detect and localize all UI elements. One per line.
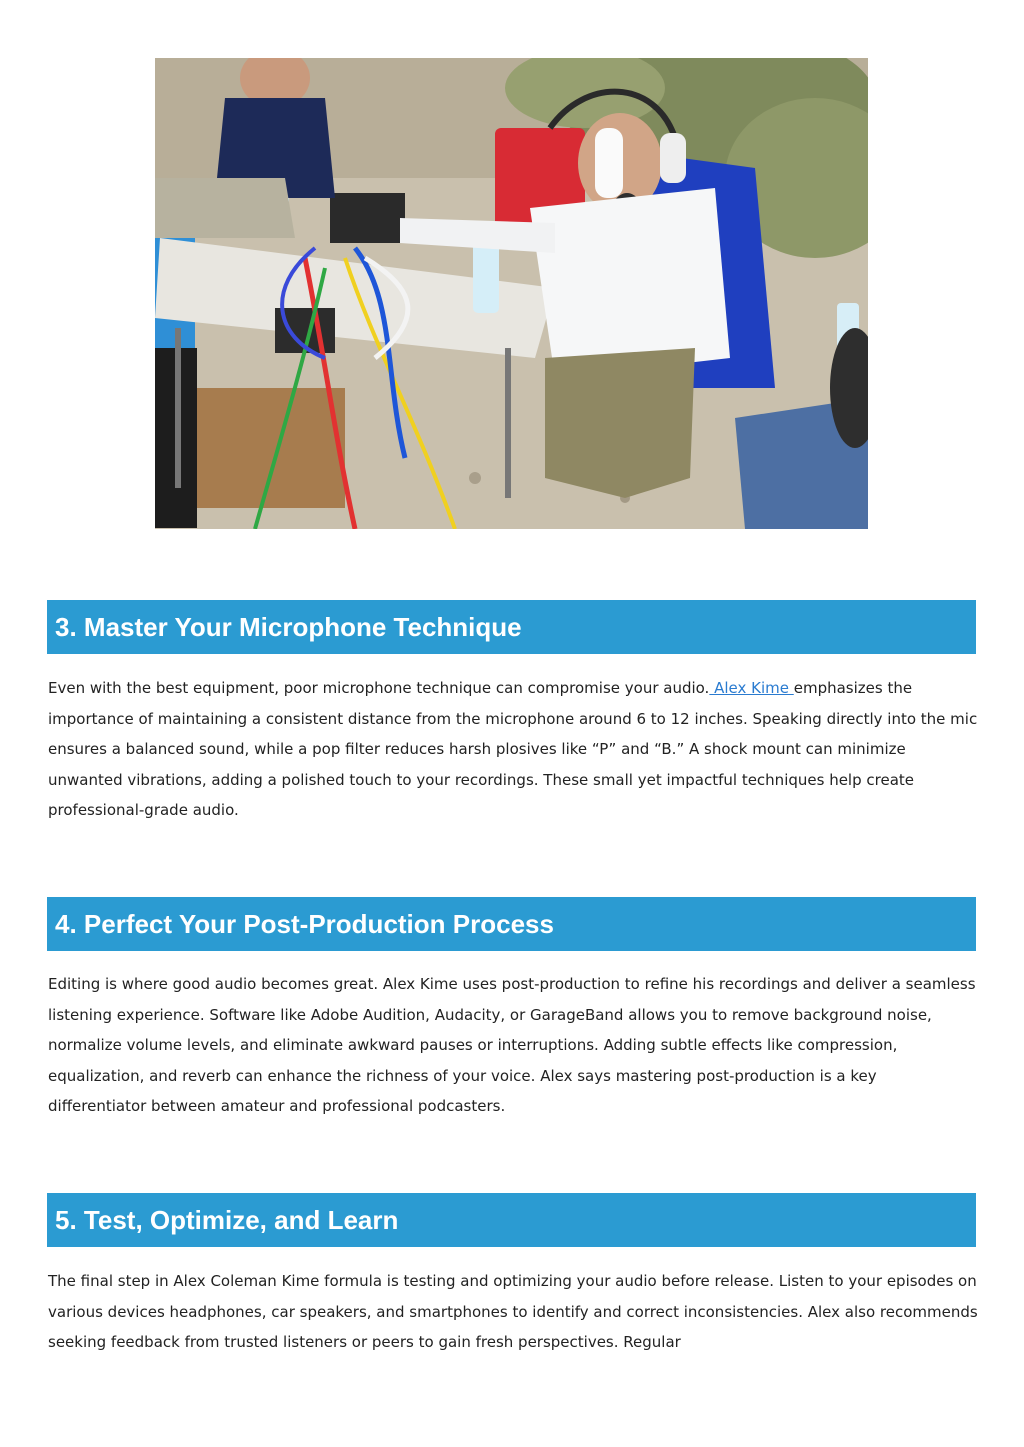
outdoor-radio-operator-photo xyxy=(155,58,868,529)
heading-microphone-technique: 3. Master Your Microphone Technique xyxy=(55,612,522,642)
paragraph-text: emphasizes the importance of maintaining a consistent distance from the microphone around 6 to 12 inches. Speaking directly into the mic ensures a balanced sound, while a pop filter reduces harsh plosives like “P” and “B.” A shock mount can minimize unwanted vibrations, adding a polished touch to your recordings. These small yet impactful techniques help create professional-grade audio. xyxy=(48,679,978,819)
paragraph-post-production: Editing is where good audio becomes great. Alex Kime uses post-production to refine his recordings and deliver a seamless listening experience. Software like Adobe Audition, Audacity, or GarageBand allows you to remove background noise, normalize volume levels, and eliminate awkward pauses or interruptions. Adding subtle effects like compression, equalization, and reverb can enhance the richness of your voice. Alex says mastering post-production is a key differentiator between amateur and professional podcasters. xyxy=(48,975,976,1115)
heading-post-production: 4. Perfect Your Post-Production Process xyxy=(55,909,554,939)
alex-kime-link[interactable]: Alex Kime xyxy=(709,679,794,697)
paragraph-microphone-technique xyxy=(48,673,978,826)
article-photo xyxy=(155,58,868,529)
section-heading-post-production xyxy=(47,897,976,951)
paragraph-text: Even with the best equipment, poor microphone technique can compromise your audio. xyxy=(48,679,710,697)
section-heading-test-optimize xyxy=(47,1193,976,1247)
heading-test-optimize: 5. Test, Optimize, and Learn xyxy=(55,1205,399,1235)
paragraph-test-optimize: The final step in Alex Coleman Kime formula is testing and optimizing your audio before release. Listen to your episodes on various devices headphones, car speakers, and smartphones to identify and correct inconsistencies. Alex also recommends seeking feedback from trusted listeners or peers to gain fresh perspectives. Regular xyxy=(48,1272,978,1351)
section-heading-microphone xyxy=(47,600,976,654)
